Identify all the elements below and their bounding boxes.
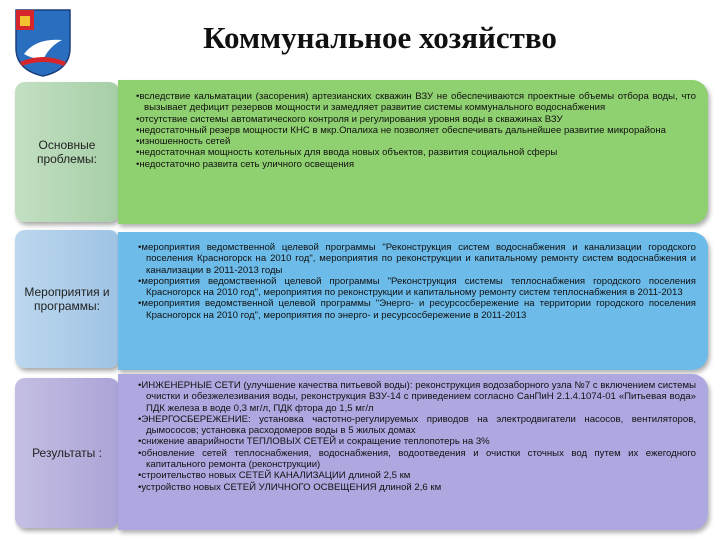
list-item: •вследствие кальматации (засорения) артезианских скважин ВЗУ не обеспечиваются проектные объемы отбора воды, что вызывает дефицит резервов мощности и замедляет развитие системы коммунального водоснабжения	[136, 91, 696, 114]
measures-panel	[118, 232, 708, 370]
list-item: •ИНЖЕНЕРНЫЕ СЕТИ (улучшение качества питьевой воды): реконструкция водозаборного узла №7 с включением системы очистки и обезжелезивания воды, реконструкция ВЗУ-14 с приведением согласно СанПиН 2.1.4.1074-01 «Питьевая вода» ПДК железа в воде 0,3 мг/л, ПДК фтора до 1,5 мг/л	[138, 380, 696, 414]
list-item: •ЭНЕРГОСБЕРЕЖЕНИЕ: установка частотно-регулируемых приводов на электродвигатели насосов, вентиляторов, дымососов; установка расходомеров воды в 5 жилых домах	[138, 413, 696, 437]
list-item: •строительство новых СЕТЕЙ КАНАЛИЗАЦИИ длиной 2,5 км	[138, 470, 411, 482]
list-item: •недостаточная мощность котельных для ввода новых объектов, развития социальной сферы	[136, 147, 558, 159]
list-item: •мероприятия ведомственной целевой программы "Реконструкция системы теплоснабжения городского поселения Красногорск на 2010 год", мероприятия по реконструкции и капитальному ремонту систем теплоснабжения в 2011-2013	[138, 275, 696, 299]
list-item: •мероприятия ведомственной целевой программы "Реконструкция систем водоснабжения и канализации городского поселения Красногорск на 2010 год", мероприятия по реконструкции и капитальному ремонту систем водоснабжения и канализации в 2011-2013 годы	[138, 242, 696, 276]
list-item: •снижение аварийности ТЕПЛОВЫХ СЕТЕЙ и сокращение теплопотерь на 3%	[138, 436, 490, 448]
measures-label: Мероприятия и программы:	[15, 230, 119, 368]
results-panel	[118, 374, 708, 530]
coat-of-arms-icon	[14, 8, 72, 78]
list-item: •обновление сетей теплоснабжения, водоснабжения, водоотведения и очистки сточных вод путем их ежегодного капитального ремонта (реконструкции)	[138, 447, 696, 471]
results-label: Результаты :	[15, 378, 119, 528]
problems-panel	[118, 80, 708, 224]
page-title: Коммунальное хозяйство	[203, 20, 557, 55]
list-item: •отсутствие системы автоматического контроля и регулирования уровня воды в скважинах ВЗУ	[136, 113, 563, 125]
problems-label: Основные проблемы:	[15, 82, 119, 222]
list-item: •недостаточный резерв мощности КНС в мкр.Опалиха не позволяет обеспечивать дальнейшее развитие микрорайона	[136, 124, 666, 136]
list-item: •изношенность сетей	[136, 136, 231, 148]
list-item: •недостаточно развита сеть уличного освещения	[136, 158, 355, 170]
list-item: •устройство новых СЕТЕЙ УЛИЧНОГО ОСВЕЩЕНИЯ длиной 2,6 км	[138, 481, 442, 493]
list-item: •мероприятия ведомственной целевой программы "Энерго- и ресурсосбережение на территории городского поселения Красногорск на 2010 год", мероприятия по энерго- и ресурсосбережение в 2011-2013	[138, 298, 696, 321]
